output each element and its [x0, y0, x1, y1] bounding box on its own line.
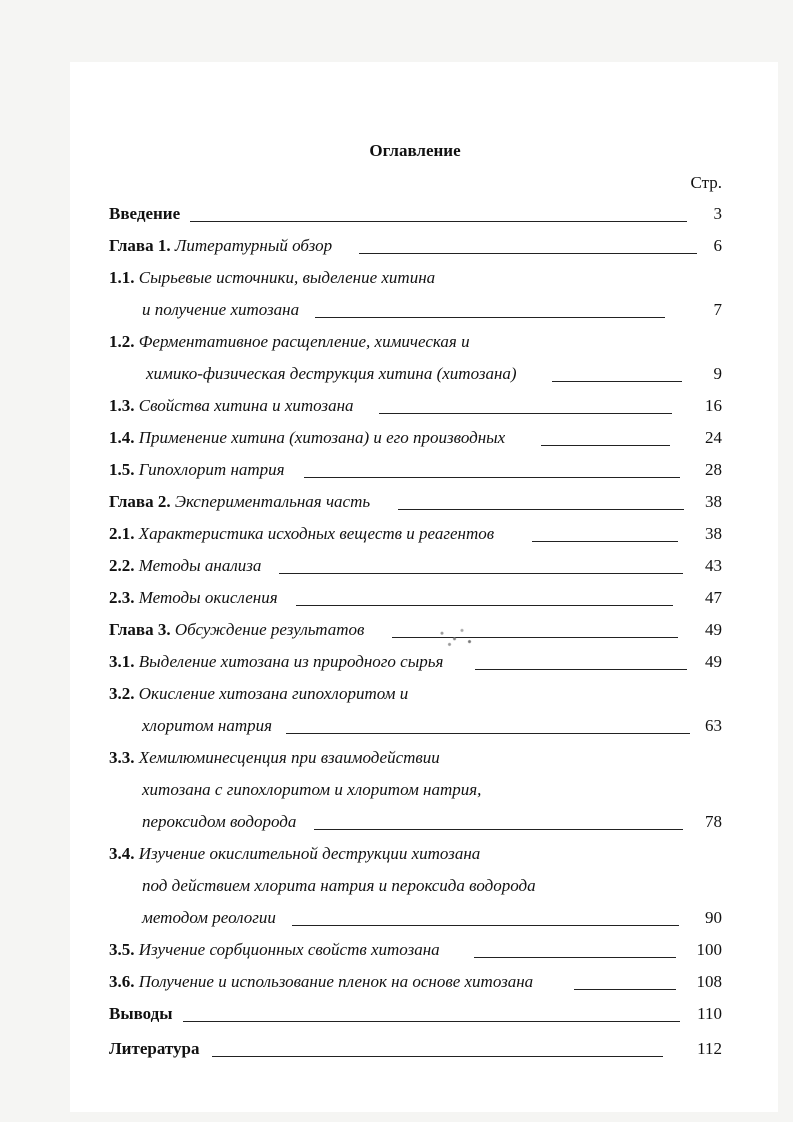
entry-label: химико-физическая деструкция хитина (хитозана) — [146, 364, 517, 383]
toc-entry — [0, 553, 793, 579]
toc-entry — [0, 937, 793, 963]
leader-line — [552, 381, 682, 382]
toc-entry — [0, 265, 793, 291]
entry-number: 3.2. — [109, 684, 135, 703]
entry-page: 24 — [705, 428, 722, 447]
entry-page: 3 — [713, 204, 722, 223]
entry-number: Глава 3. — [109, 620, 171, 639]
entry-page: 90 — [705, 908, 722, 927]
entry-page: 43 — [705, 556, 722, 575]
toc-entry — [0, 201, 793, 227]
toc-entry — [0, 809, 793, 835]
leader-line — [212, 1056, 663, 1057]
entry-number: Введение — [109, 204, 181, 223]
entry-label: Применение хитина (хитозана) и его производных — [138, 428, 506, 447]
entry-page: 6 — [713, 236, 722, 255]
toc-entry — [0, 233, 793, 259]
entry-page: 100 — [696, 940, 722, 959]
page-title: Оглавление — [369, 141, 461, 160]
entry-page: 49 — [705, 620, 722, 639]
toc-entry — [0, 745, 793, 771]
entry-number: 1.2. — [109, 332, 135, 351]
toc-entry — [0, 585, 793, 611]
toc-entry — [0, 457, 793, 483]
toc-entry — [0, 329, 793, 355]
entry-label: Гипохлорит натрия — [138, 460, 285, 479]
entry-page: 78 — [705, 812, 722, 831]
entry-label: Окисление хитозана гипохлоритом и — [138, 684, 409, 703]
leader-line — [359, 253, 697, 254]
scan-smudge — [432, 622, 482, 650]
entry-number: 1.3. — [109, 396, 135, 415]
leader-line — [183, 1021, 680, 1022]
entry-label: и получение хитозана — [142, 300, 300, 319]
entry-number: Глава 1. — [109, 236, 171, 255]
toc-entry — [0, 425, 793, 451]
leader-line — [292, 925, 679, 926]
entry-page: 49 — [705, 652, 722, 671]
toc-entry — [0, 969, 793, 995]
entry-label: Ферментативное расщепление, химическая и — [138, 332, 470, 351]
page-column-header: Стр. — [690, 173, 722, 192]
entry-label: Сырьевые источники, выделение хитина — [138, 268, 436, 287]
leader-line — [304, 477, 680, 478]
entry-page: 108 — [696, 972, 722, 991]
entry-label: хитозана с гипохлоритом и хлоритом натрия, — [142, 780, 482, 799]
entry-number: 3.5. — [109, 940, 135, 959]
entry-number: 3.4. — [109, 844, 135, 863]
entry-number: 3.3. — [109, 748, 135, 767]
leader-line — [286, 733, 690, 734]
entry-page: 38 — [705, 492, 722, 511]
leader-line — [190, 221, 687, 222]
toc-entry — [0, 681, 793, 707]
entry-label: хлоритом натрия — [142, 716, 273, 735]
entry-label: Хемилюминесценция при взаимодействии — [138, 748, 440, 767]
toc-entry — [0, 1001, 793, 1027]
entry-number: 2.3. — [109, 588, 135, 607]
entry-label: Свойства хитина и хитозана — [138, 396, 354, 415]
toc-entry — [0, 393, 793, 419]
toc-entry — [0, 905, 793, 931]
leader-line — [296, 605, 673, 606]
entry-number: Выводы — [109, 1004, 173, 1023]
leader-line — [315, 317, 665, 318]
entry-label: Методы анализа — [138, 556, 262, 575]
entry-number: 3.1. — [109, 652, 135, 671]
entry-label: Изучение окислительной деструкции хитозана — [138, 844, 481, 863]
entry-number: Глава 2. — [109, 492, 171, 511]
entry-number: Литература — [109, 1039, 200, 1058]
entry-page: 28 — [705, 460, 722, 479]
toc-entry — [0, 1036, 793, 1062]
entry-label: Методы окисления — [138, 588, 278, 607]
entry-number: 2.2. — [109, 556, 135, 575]
toc-entry — [0, 873, 793, 899]
entry-label: Получение и использование пленок на основе хитозана — [138, 972, 534, 991]
entry-number: 1.4. — [109, 428, 135, 447]
leader-line — [532, 541, 678, 542]
entry-page: 47 — [705, 588, 722, 607]
entry-page: 38 — [705, 524, 722, 543]
entry-label: Характеристика исходных веществ и реагентов — [138, 524, 495, 543]
entry-label: под действием хлорита натрия и пероксида водорода — [142, 876, 536, 895]
toc-entry — [0, 649, 793, 675]
entry-page: 112 — [697, 1039, 722, 1058]
leader-line — [474, 957, 676, 958]
toc-entry — [0, 521, 793, 547]
entry-label: Выделение хитозана из природного сырья — [138, 652, 444, 671]
entry-number: 2.1. — [109, 524, 135, 543]
entry-label: методом реологии — [142, 908, 276, 927]
toc-entry — [0, 489, 793, 515]
entry-page: 16 — [705, 396, 722, 415]
leader-line — [541, 445, 670, 446]
leader-line — [475, 669, 687, 670]
entry-number: 1.1. — [109, 268, 135, 287]
entry-number: 1.5. — [109, 460, 135, 479]
toc-entry — [0, 297, 793, 323]
leader-line — [574, 989, 676, 990]
toc-entry — [0, 361, 793, 387]
entry-label: Литературный обзор — [174, 236, 333, 255]
toc-entry — [0, 617, 793, 643]
entry-page: 7 — [713, 300, 722, 319]
entry-page: 9 — [713, 364, 722, 383]
toc-entry — [0, 777, 793, 803]
toc-entry — [0, 841, 793, 867]
entry-number: 3.6. — [109, 972, 135, 991]
leader-line — [279, 573, 683, 574]
leader-line — [314, 829, 683, 830]
leader-line — [398, 509, 684, 510]
leader-line — [379, 413, 672, 414]
entry-page: 63 — [705, 716, 722, 735]
entry-label: Обсуждение результатов — [174, 620, 365, 639]
entry-label: пероксидом водорода — [142, 812, 297, 831]
entry-label: Изучение сорбционных свойств хитозана — [138, 940, 440, 959]
entry-page: 110 — [697, 1004, 722, 1023]
entry-label: Экспериментальная часть — [174, 492, 371, 511]
toc-entry — [0, 713, 793, 739]
